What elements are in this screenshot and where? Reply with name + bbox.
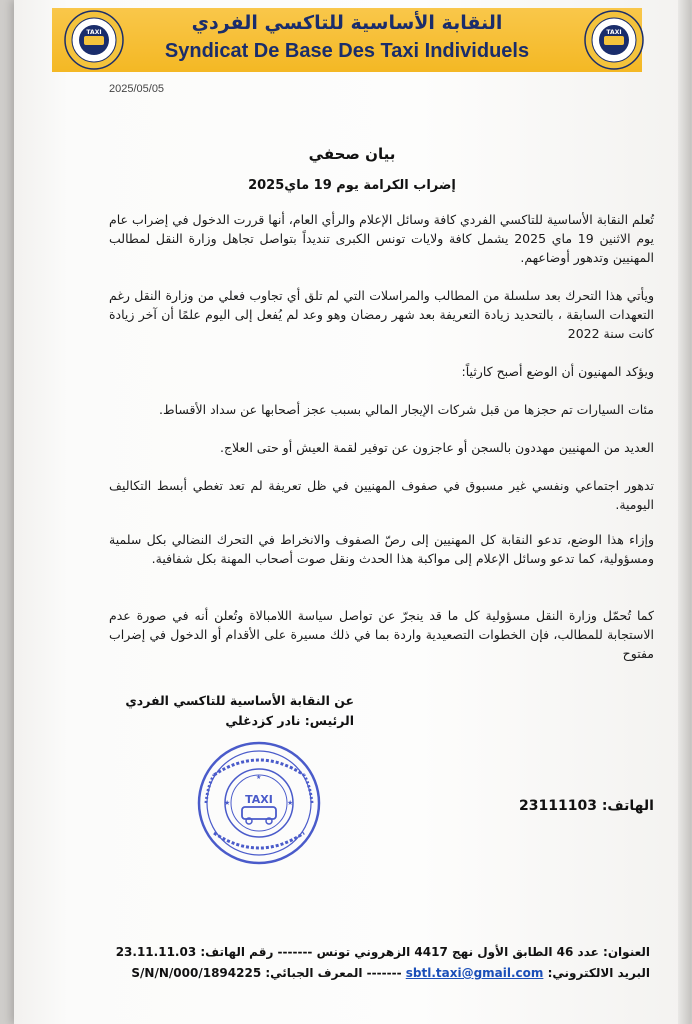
logo-right-text: TAXI xyxy=(606,29,622,36)
signature-president: الرئيس: نادر كزدغلي xyxy=(225,713,354,728)
document-date: 2025/05/05 xyxy=(109,83,165,95)
phone-label: الهاتف: xyxy=(601,798,654,814)
svg-text:★: ★ xyxy=(256,774,262,781)
document-subtitle: إضراب الكرامة يوم 19 ماي2025 xyxy=(248,178,456,193)
paragraph-3: ويؤكد المهنيون أن الوضع أصبح كارثياً: xyxy=(461,364,654,379)
union-logo-right xyxy=(584,10,644,70)
footer-address: العنوان: عدد 46 الطابق الأول نهج 4417 الزهروني تونس ------- رقم الهاتف: 23.11.11.03 xyxy=(115,945,650,959)
union-french-name: Syndicat De Base Des Taxi Individuels xyxy=(164,40,530,62)
union-arabic-name: النقابة الأساسية للتاكسي الفردي xyxy=(191,12,503,34)
phone-line xyxy=(519,798,654,814)
paragraph-8: كما تُحمّل وزارة النقل مسؤولية كل ما قد ينجرّ عن تواصل سياسة اللامبالاة وتُعلن أنه في صورة عدم الاستجابة للمطالب، فإن الخطوات التصعيدية واردة بما في ذلك مسيرة على الأقدام أو الدخول في إضراب مفتوح xyxy=(109,608,654,661)
document-page xyxy=(14,0,690,1024)
document-title: بيان صحفي xyxy=(308,145,396,163)
logo-left-text: TAXI xyxy=(86,29,102,36)
signature-on-behalf: عن النقابة الأساسية للتاكسي الفردي xyxy=(125,693,354,708)
paragraph-4: مئات السيارات تم حجزها من قبل شركات الإيجار المالي بسبب عجز أصحابها عن سداد الأقساط. xyxy=(159,402,654,417)
tax-id: ------- المعرف الجبائي: 1894225/S/N/N/000 xyxy=(131,966,402,980)
email-link[interactable]: sbtl.taxi@gmail.com xyxy=(405,966,544,980)
svg-text:★: ★ xyxy=(287,799,294,807)
union-logo-left xyxy=(64,10,124,70)
footer-contact xyxy=(102,966,650,980)
official-stamp xyxy=(194,735,324,875)
svg-text:★: ★ xyxy=(224,799,231,807)
stamp-center-text: TAXI xyxy=(245,793,273,806)
letterhead-banner xyxy=(52,8,642,72)
paragraph-5: العديد من المهنيين مهددون بالسجن أو عاجزون عن توفير لقمة العيش أو حتى العلاج. xyxy=(219,440,654,455)
email-label: البريد الالكتروني: xyxy=(547,966,650,980)
paragraph-1: تُعلم النقابة الأساسية للتاكسي الفردي كافة وسائل الإعلام والرأي العام، أنها قررت الدخول في إضراب عام يوم الاثنين 19 ماي 2025 يشمل كافة ولايات تونس الكبرى تنديداً بتواصل تجاهل وزارة النقل لمطالب المهنيين وتدهور أوضاعهم. xyxy=(109,212,654,265)
paragraph-7: وإزاء هذا الوضع، تدعو النقابة كل المهنيين إلى رصّ الصفوف والانخراط في التحرك النضالي بكل سلمية ومسؤولية، كما تدعو وسائل الإعلام إلى مواكبة هذا الحدث ونقل صوت أصحاب المهنة بكل شفافية. xyxy=(109,532,654,566)
paragraph-2: ويأتي هذا التحرك بعد سلسلة من المطالب والمراسلات التي لم تلق أي تجاوب فعلي من وزارة النقل رغم التعهدات السابقة ، بالتحديد زيادة التعريفة بعد شهر رمضان وهو وعد لم يُفعل إلى اليوم علمًا أن آخر زيادة كانت سنة 2022 xyxy=(109,288,654,341)
phone-number: 23111103 xyxy=(519,798,597,814)
paragraph-6: تدهور اجتماعي ونفسي غير مسبوق في صفوف المهنيين في ظل تعريفة لم تعد تغطي أبسط التكاليف اليومية. xyxy=(109,478,654,512)
